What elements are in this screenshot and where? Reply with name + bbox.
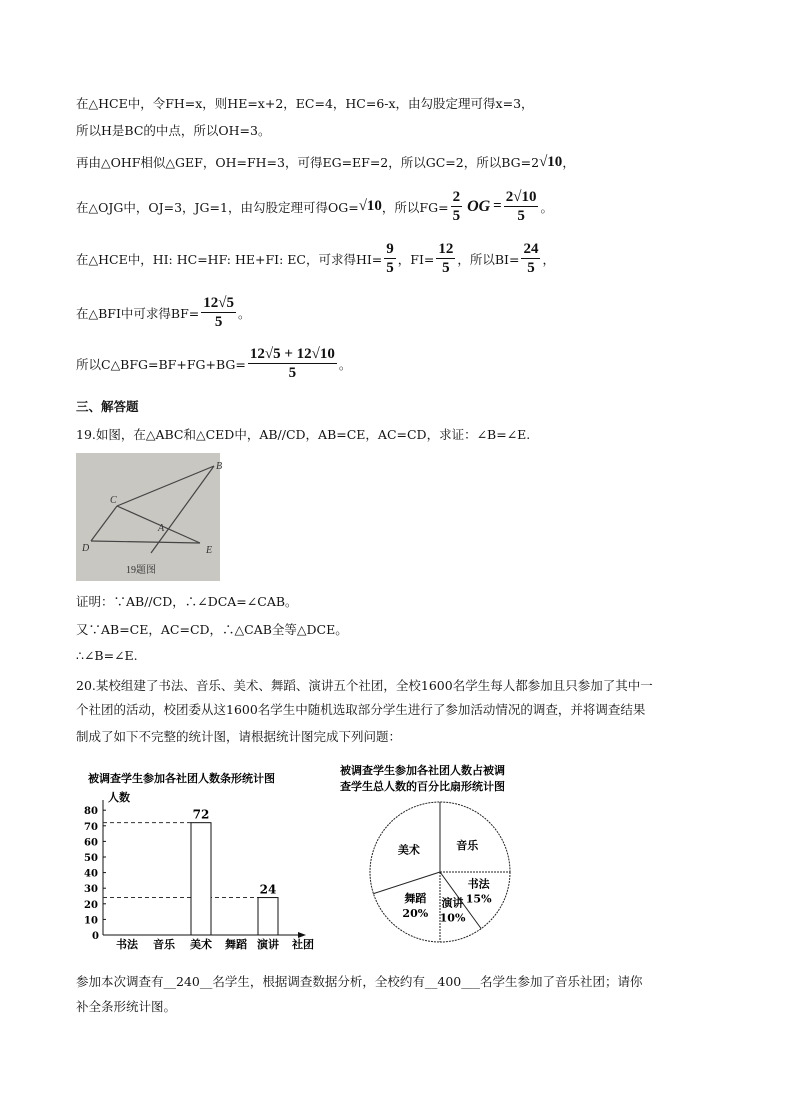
fraction: [248, 345, 337, 382]
x-axis-label: 社团: [292, 938, 314, 951]
denominator: 5: [288, 365, 297, 381]
y-tick-label: 80: [84, 806, 98, 818]
label-B: B: [216, 461, 223, 472]
fraction: [521, 240, 540, 277]
y-tick-label: 0: [92, 931, 99, 942]
fraction: [504, 188, 539, 225]
denominator: 5: [527, 260, 535, 276]
fraction: [384, 240, 396, 277]
numerator: 2: [452, 189, 461, 205]
pie-slice-label: 演讲: [441, 896, 464, 910]
pie-slice-label: 美术: [397, 843, 420, 857]
bar-value-label: 72: [192, 807, 210, 822]
segment-DE: [91, 541, 200, 543]
text: ∴∠B=∠E.: [76, 648, 138, 663]
solution-line-4: [76, 188, 553, 225]
denominator: 5: [214, 314, 223, 330]
solution-line-3: [76, 153, 575, 171]
text: 名学生参加了音乐社团；请你: [480, 974, 643, 989]
y-tick-label: 70: [84, 821, 98, 833]
text: ，: [542, 251, 555, 267]
fraction: [436, 240, 455, 277]
bar-chart-title: 被调查学生参加各社团人数条形统计图: [88, 772, 275, 785]
equals: =: [493, 198, 502, 214]
numerator: 12√5 + 12√10: [249, 346, 335, 362]
denominator: 5: [517, 208, 525, 224]
text: 在△BFI中可求得BF=: [76, 305, 200, 321]
label-D: D: [82, 543, 90, 554]
y-tick-label: 10: [84, 915, 98, 927]
text: 。: [237, 305, 251, 321]
numerator: 12: [438, 241, 454, 257]
x-tick-label: 书法: [116, 938, 138, 951]
solution-line-7: [76, 345, 351, 382]
question-20-line-1: [76, 676, 653, 694]
question-19: [76, 425, 530, 443]
solution-line-2: [76, 121, 270, 139]
denominator: 5: [386, 260, 394, 276]
triangle-diagram: [76, 453, 223, 581]
text: 又∵AB=CE，AC=CD，∴△CAB全等△DCE。: [76, 622, 348, 637]
fraction: [451, 188, 463, 225]
text: 在△HCE中，令FH=x，则HE=x+2，EC=4，HC=6-x，由勾股定理可得x=3，: [76, 96, 534, 111]
y-tick-label: 40: [84, 868, 98, 880]
text: 19.如图，在△ABC和△CED中，AB//CD，AB=CE，AC=CD，求证：∠B=∠E.: [76, 427, 531, 442]
numerator: 24: [523, 241, 539, 257]
label-A: A: [158, 523, 165, 534]
solution-line-1: [76, 94, 534, 112]
text: 所以C△BFG=BF+FG+BG=: [76, 356, 246, 372]
figure-19-photo: [76, 453, 223, 581]
bar: [191, 823, 211, 935]
text: 所以H是BC的中点，所以OH=3。: [76, 123, 271, 138]
text: 三、解答题: [76, 399, 139, 414]
text: 。: [338, 356, 352, 372]
x-tick-label: 演讲: [257, 938, 279, 951]
pie-slice-label: 舞蹈: [404, 891, 427, 905]
sqrt-expression: √10: [539, 153, 563, 170]
solution-line-5: [76, 240, 555, 277]
pie-slice-percent: 10%: [439, 911, 466, 925]
text: 再由△OHF相似△GEF，OH=FH=3，可得EG=EF=2，所以GC=2，所以BG=2: [76, 155, 540, 170]
segment-CD: [91, 506, 117, 541]
text: 个社团的活动，校团委从这1600名学生中随机选取部分学生进行了参加活动情况的调查，并将调查结果: [76, 702, 646, 717]
x-tick-label: 舞蹈: [225, 938, 247, 951]
answer-line-1: [76, 972, 643, 990]
denominator: 5: [452, 208, 461, 224]
text: 20.某校组建了书法、音乐、美术、舞蹈、演讲五个社团，全校1600名学生每人都参加且只参加了其中一: [76, 678, 653, 693]
label-E: E: [206, 545, 213, 556]
denominator: 5: [442, 260, 450, 276]
proof-line-1: [76, 592, 298, 610]
y-tick-label: 50: [84, 853, 98, 864]
y-axis-label: 人数: [108, 791, 130, 804]
text: ，所以BI=: [457, 251, 520, 267]
proof-line-2: [76, 620, 348, 638]
fraction: [201, 294, 236, 331]
answer-line-2: [76, 997, 176, 1015]
figure-caption: 19题图: [126, 565, 156, 576]
bar: [258, 898, 278, 935]
y-tick-label: 30: [84, 884, 98, 896]
text: 参加本次调查有: [76, 974, 164, 989]
x-tick-label: 美术: [190, 938, 212, 951]
pie-slice-percent: 15%: [465, 892, 492, 906]
question-20-line-3: [76, 727, 401, 745]
text: ，: [562, 155, 575, 170]
proof-line-3: [76, 648, 138, 663]
text: 名学生，根据调查数据分析，全校约有: [212, 974, 425, 989]
numerator: 12√5: [203, 295, 234, 311]
pie-slice-label: 音乐: [456, 838, 479, 852]
text: 在△OJG中，OJ=3，JG=1，由勾股定理可得OG=: [76, 199, 359, 215]
pie-chart-title-line-2: 查学生总人数的百分比扇形统计图: [340, 780, 505, 793]
pie-chart-title-line-1: 被调查学生参加各社团人数占被调: [340, 764, 505, 777]
question-20-line-2: [76, 700, 645, 718]
solution-line-6: [76, 294, 251, 331]
sqrt-expression: √10: [358, 198, 382, 214]
y-tick-label: 60: [84, 837, 98, 849]
answer-blank-total: __240__: [163, 973, 213, 989]
text: 在△HCE中，HI: HC=HF: HE+FI: EC，可求得HI=: [76, 251, 383, 267]
numerator: 2√10: [505, 189, 537, 205]
text: 。: [540, 199, 553, 215]
text: ，FI=: [397, 251, 435, 267]
text: 补全条形统计图。: [76, 999, 177, 1014]
section-title: [76, 397, 139, 415]
text: 制成了如下不完整的统计图，请根据统计图完成下列问题：: [76, 729, 402, 744]
x-tick-label: 音乐: [153, 938, 175, 951]
answer-blank-music: __400___: [424, 973, 480, 989]
text: ，所以FG=: [381, 199, 449, 215]
statistics-charts: [0, 755, 790, 955]
variable: OG: [467, 197, 491, 215]
bar-value-label: 24: [259, 882, 277, 897]
y-tick-label: 20: [84, 899, 98, 911]
pie-slice-label: 书法: [467, 877, 490, 891]
numerator: 9: [386, 241, 394, 257]
text: 证明：∵AB//CD，∴∠DCA=∠CAB。: [76, 594, 298, 609]
pie-slice-percent: 20%: [402, 906, 429, 920]
label-C: C: [110, 495, 117, 506]
